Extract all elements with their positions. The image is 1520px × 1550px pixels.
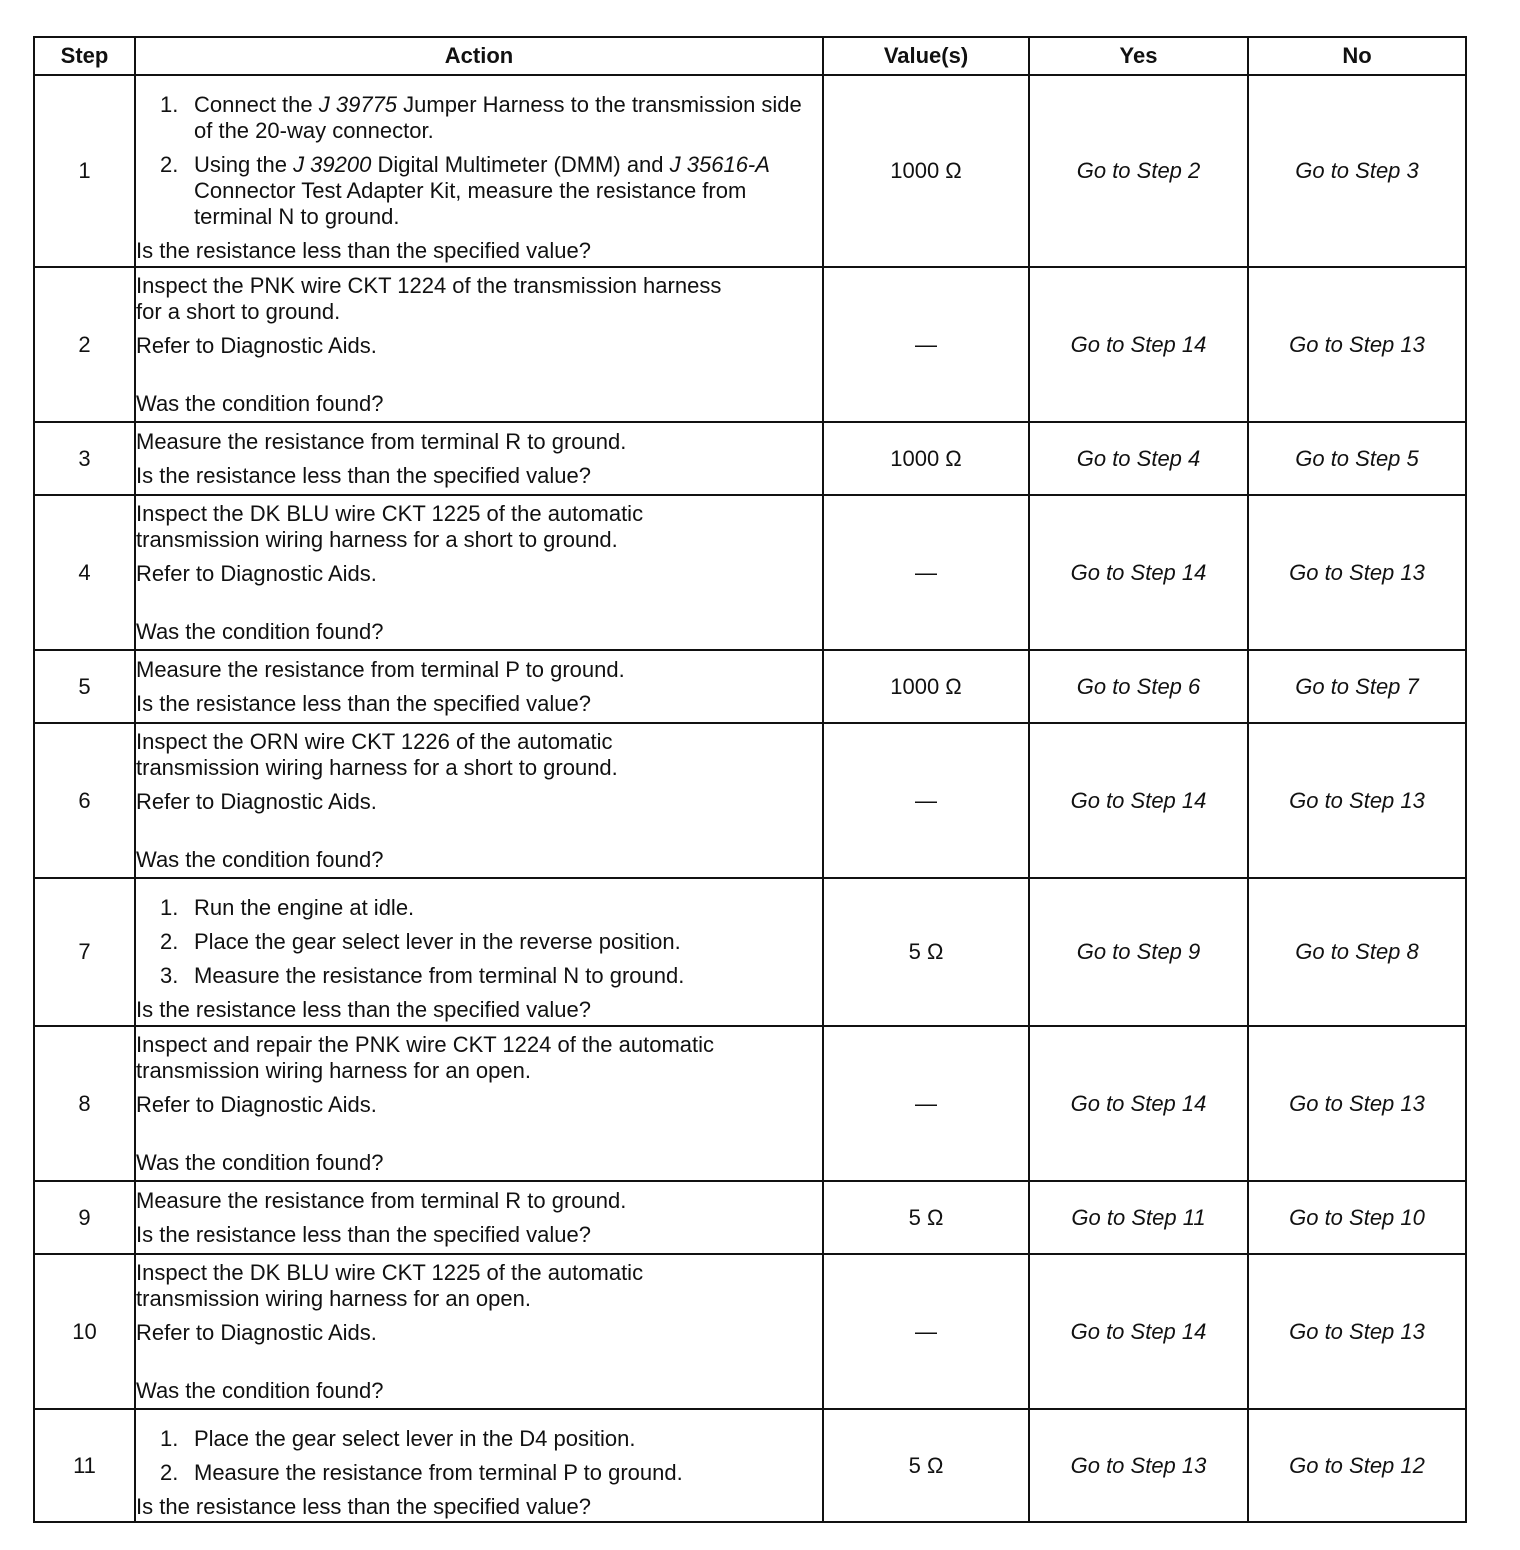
step-number: 6 bbox=[34, 723, 135, 878]
step-number: 10 bbox=[34, 1254, 135, 1409]
no-cell: Go to Step 13 bbox=[1248, 267, 1466, 422]
table-row bbox=[34, 495, 1466, 650]
list-item: 3. Measure the resistance from terminal N to ground. bbox=[160, 963, 685, 988]
action-text: Inspect and repair the PNK wire CKT 1224 of the automatic transmission wiring harness for an open. bbox=[136, 1031, 715, 1083]
table-row bbox=[34, 422, 1466, 495]
no-cell: Go to Step 5 bbox=[1248, 422, 1466, 495]
value-cell: 5 Ω bbox=[823, 1181, 1029, 1254]
no-cell: Go to Step 8 bbox=[1248, 878, 1466, 1026]
question-text: Is the resistance less than the specified value? bbox=[136, 997, 591, 1022]
question-text: Is the resistance less than the specified value? bbox=[136, 1221, 591, 1247]
value-cell: 5 Ω bbox=[823, 1409, 1029, 1522]
action-cell bbox=[135, 878, 823, 1026]
tool-number: J 35616-A bbox=[669, 152, 770, 177]
no-cell: Go to Step 13 bbox=[1248, 1026, 1466, 1181]
header-action: Action bbox=[135, 37, 823, 75]
list-item: 1. Run the engine at idle. bbox=[160, 895, 415, 920]
action-cell bbox=[135, 75, 823, 267]
question-text: Was the condition found? bbox=[136, 1149, 384, 1175]
no-cell: Go to Step 12 bbox=[1248, 1409, 1466, 1522]
question-text: Was the condition found? bbox=[136, 846, 384, 872]
table-row bbox=[34, 723, 1466, 878]
table-row bbox=[34, 650, 1466, 723]
question-text: Is the resistance less than the specified value? bbox=[136, 462, 591, 488]
action-cell bbox=[135, 1181, 823, 1254]
yes-cell: Go to Step 14 bbox=[1029, 1254, 1248, 1409]
header-yes: Yes bbox=[1029, 37, 1248, 75]
action-text: Inspect the DK BLU wire CKT 1225 of the automatic transmission wiring harness for an open. bbox=[136, 1259, 644, 1311]
yes-cell: Go to Step 11 bbox=[1029, 1181, 1248, 1254]
action-cell bbox=[135, 723, 823, 878]
step-number: 11 bbox=[34, 1409, 135, 1522]
value-cell: — bbox=[823, 495, 1029, 650]
action-text: Measure the resistance from terminal R to ground. bbox=[136, 428, 627, 454]
action-cell bbox=[135, 422, 823, 495]
action-text: Measure the resistance from terminal R to ground. bbox=[136, 1187, 627, 1213]
table-row bbox=[34, 1254, 1466, 1409]
refer-text: Refer to Diagnostic Aids. bbox=[136, 1091, 377, 1117]
step-number: 7 bbox=[34, 878, 135, 1026]
list-item: 2. Place the gear select lever in the reverse position. bbox=[160, 929, 681, 954]
question-text: Is the resistance less than the specified value? bbox=[136, 238, 591, 263]
value-cell: — bbox=[823, 1026, 1029, 1181]
yes-cell: Go to Step 14 bbox=[1029, 267, 1248, 422]
yes-cell: Go to Step 9 bbox=[1029, 878, 1248, 1026]
table-row bbox=[34, 1409, 1466, 1522]
action-text: Inspect the ORN wire CKT 1226 of the automatic transmission wiring harness for a short to ground. bbox=[136, 728, 618, 780]
no-cell: Go to Step 10 bbox=[1248, 1181, 1466, 1254]
value-cell: 1000 Ω bbox=[823, 650, 1029, 723]
yes-cell: Go to Step 13 bbox=[1029, 1409, 1248, 1522]
refer-text: Refer to Diagnostic Aids. bbox=[136, 332, 377, 358]
header-values: Value(s) bbox=[823, 37, 1029, 75]
table-row bbox=[34, 267, 1466, 422]
question-text: Was the condition found? bbox=[136, 618, 384, 644]
header-step: Step bbox=[34, 37, 135, 75]
action-text: Inspect the DK BLU wire CKT 1225 of the automatic transmission wiring harness for a short to ground. bbox=[136, 500, 644, 552]
header-no: No bbox=[1248, 37, 1466, 75]
yes-cell: Go to Step 14 bbox=[1029, 1026, 1248, 1181]
step-number: 2 bbox=[34, 267, 135, 422]
list-item: 2. Measure the resistance from terminal P to ground. bbox=[160, 1459, 683, 1485]
yes-cell: Go to Step 14 bbox=[1029, 495, 1248, 650]
step-number: 8 bbox=[34, 1026, 135, 1181]
question-text: Was the condition found? bbox=[136, 390, 384, 416]
question-text: Was the condition found? bbox=[136, 1377, 384, 1403]
step-number: 1 bbox=[34, 75, 135, 267]
question-text: Is the resistance less than the specified value? bbox=[136, 1493, 591, 1519]
value-cell: — bbox=[823, 267, 1029, 422]
refer-text: Refer to Diagnostic Aids. bbox=[136, 560, 377, 586]
yes-cell: Go to Step 4 bbox=[1029, 422, 1248, 495]
diagnostic-table-page bbox=[33, 36, 1467, 1523]
tool-number: J 39775 bbox=[318, 92, 398, 117]
no-cell: Go to Step 3 bbox=[1248, 75, 1466, 267]
value-cell: 1000 Ω bbox=[823, 422, 1029, 495]
question-text: Is the resistance less than the specified value? bbox=[136, 690, 591, 716]
no-cell: Go to Step 7 bbox=[1248, 650, 1466, 723]
list-item: 2. Using the J 39200 Digital Multimeter (DMM) and J 35616-A Connector Test Adapter Kit, measure the resistance from terminal N to ground. bbox=[160, 152, 770, 229]
no-cell: Go to Step 13 bbox=[1248, 495, 1466, 650]
value-cell: — bbox=[823, 723, 1029, 878]
value-cell: 1000 Ω bbox=[823, 75, 1029, 267]
action-cell bbox=[135, 495, 823, 650]
action-cell bbox=[135, 267, 823, 422]
action-text: Inspect the PNK wire CKT 1224 of the transmission harness for a short to ground. bbox=[136, 272, 722, 324]
yes-cell: Go to Step 2 bbox=[1029, 75, 1248, 267]
action-text: Measure the resistance from terminal P to ground. bbox=[136, 656, 625, 682]
no-cell: Go to Step 13 bbox=[1248, 723, 1466, 878]
step-number: 4 bbox=[34, 495, 135, 650]
refer-text: Refer to Diagnostic Aids. bbox=[136, 1319, 377, 1345]
action-cell bbox=[135, 1409, 823, 1522]
header-row bbox=[34, 37, 1466, 75]
list-item: 1. Place the gear select lever in the D4 position. bbox=[160, 1425, 636, 1451]
yes-cell: Go to Step 6 bbox=[1029, 650, 1248, 723]
step-number: 5 bbox=[34, 650, 135, 723]
value-cell: — bbox=[823, 1254, 1029, 1409]
table-row bbox=[34, 1026, 1466, 1181]
value-cell: 5 Ω bbox=[823, 878, 1029, 1026]
table-row bbox=[34, 878, 1466, 1026]
table-row bbox=[34, 75, 1466, 267]
yes-cell: Go to Step 14 bbox=[1029, 723, 1248, 878]
action-cell bbox=[135, 650, 823, 723]
step-number: 9 bbox=[34, 1181, 135, 1254]
step-number: 3 bbox=[34, 422, 135, 495]
table-row bbox=[34, 1181, 1466, 1254]
action-cell bbox=[135, 1026, 823, 1181]
diagnostic-table bbox=[33, 36, 1467, 1523]
action-cell bbox=[135, 1254, 823, 1409]
no-cell: Go to Step 13 bbox=[1248, 1254, 1466, 1409]
tool-number: J 39200 bbox=[293, 152, 372, 177]
refer-text: Refer to Diagnostic Aids. bbox=[136, 788, 377, 814]
list-item: 1. Connect the J 39775 Jumper Harness to the transmission side of the 20-way connector. bbox=[160, 92, 802, 143]
